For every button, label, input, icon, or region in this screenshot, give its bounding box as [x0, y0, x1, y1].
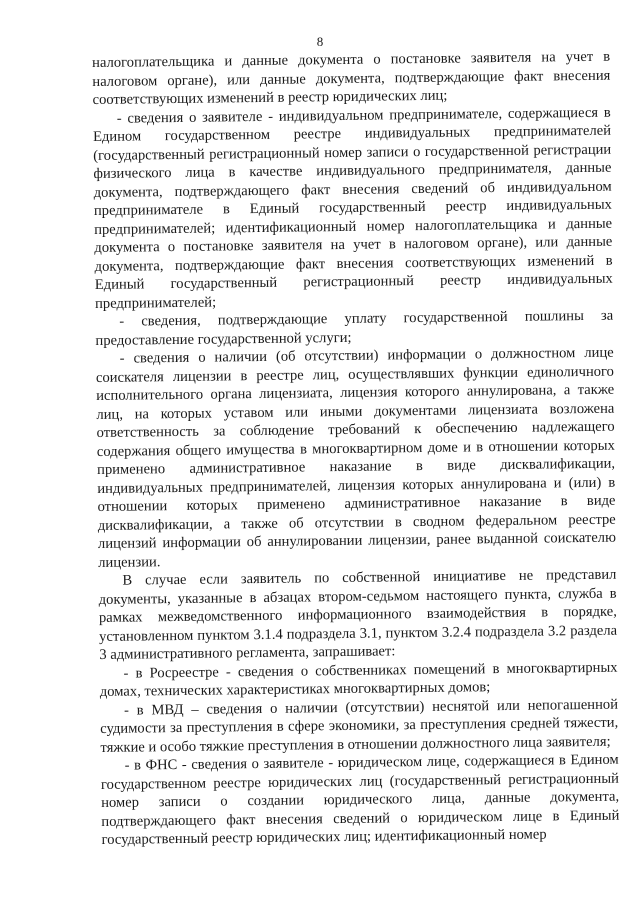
- paragraph-state-duty: - сведения, подтверждающие уплату государственной пошлины за предоставление государственной услуги;: [95, 307, 614, 349]
- paragraph-continuation: налогоплательщика и данные документа о постановке заявителя на учет в налоговом органе), или данные документа, подтверждающие факт внесения соответствующих изменений в реестр юридических лиц;: [92, 48, 611, 108]
- paragraph-official-info: - сведения о наличии (об отсутствии) информации о должностном лице соискателя лицензии в реестре лиц, осуществлявших функции единоличного исполнительного органа лицензиата, лицензия которого аннулирована, а также лиц, на которых уставом или иными документами лицензиата возложена ответственность за соблюдение требований к обеспечению надлежащего содержания общего имущества в многоквартирном доме и в отношении которых применено административное наказание в виде дисквалификации, индивидуальных предпринимателей, лицензия которых аннулирована и (или) в отношении которых применено административное наказание в виде дисквалификации, а также об отсутствии в сводном федеральном реестре лицензий информации об аннулировании лицензии, ранее выданной соискателю лицензии.: [95, 344, 617, 571]
- paragraph-fns: - в ФНС - сведения о заявителе - юридическом лице, содержащиеся в Едином государственном реестре юридических лиц (государственный регистрационный номер записи о создании юридического лица, данные документа, подтверждающего факт внесения сведений о юридическом лице в Единый государственный реестр юридических лиц; идентификационный номер: [100, 751, 620, 848]
- paragraph-rosreestr: - в Росреестре - сведения о собственниках помещений в многоквартирных домах, технических характеристиках многоквартирных домов;: [99, 659, 618, 700]
- paragraph-mvd: - в МВД – сведения о наличии (отсутствии) неснятой или непогашенной судимости за преступления в сфере экономики, за преступления средней тяжести, тяжкие и особо тяжкие преступления в отношении должностного лица заявителя;: [100, 696, 619, 756]
- paragraph-ip-info: - сведения о заявителе - индивидуальном предпринимателе, содержащиеся в Едином государственном реестре индивидуальных предпринимателей (государственный регистрационный номер записи о государственной регистрации физического лица в качестве индивидуального предпринимателя, данные документа, подтверждающего факт внесения сведений об индивидуальном предпринимателе в Единый государственный реестр индивидуальных предпринимателей; идентификационный номер налогоплательщика и данные документа о постановке заявителя на учет в налоговом органе), или данные документа, подтверждающие факт внесения соответствующих изменений в Единый государственный регистрационный реестр индивидуальных предпринимателей;: [92, 104, 613, 312]
- document-body: [92, 48, 620, 850]
- page-number: 8: [316, 34, 324, 49]
- paragraph-interagency-request: В случае если заявитель по собственной инициативе не представил документы, указанные в абзацах втором-седьмом настоящего пункта, служба в рамках межведомственного информационного взаимодействия в порядке, установленном пунктом 3.1.4 подраздела 3.1, пунктом 3.2.4 подраздела 3.2 раздела 3 административного регламента, запрашивает:: [98, 566, 618, 663]
